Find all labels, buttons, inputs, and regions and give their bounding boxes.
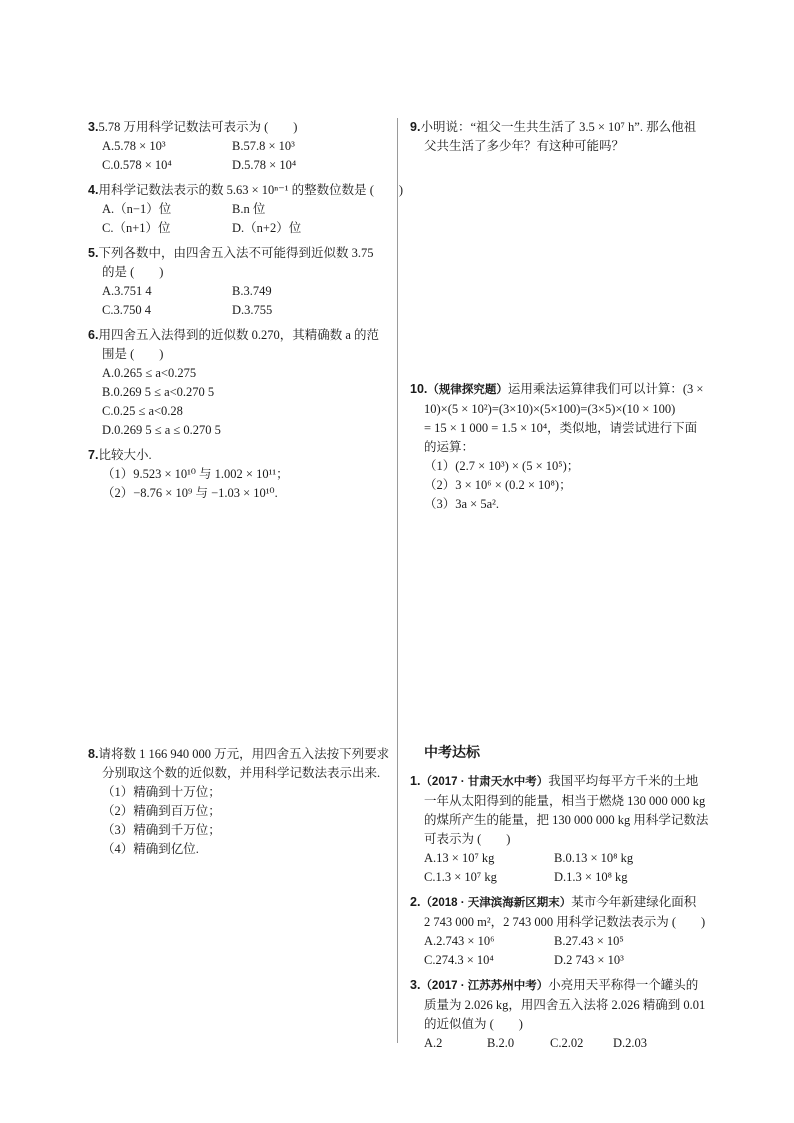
question-number: 9. (410, 120, 421, 134)
option-d[interactable]: D.3.755 (232, 303, 273, 317)
option-b[interactable]: B.n 位 (232, 202, 266, 216)
option-b[interactable]: B.27.43 × 10⁵ (554, 934, 624, 948)
option-d[interactable]: D.5.78 × 10⁴ (232, 158, 297, 172)
question-stem: 请将数 1 166 940 000 万元，用四舍五入法按下列要求 (98, 747, 390, 761)
question-stem-cont: 一年从太阳得到的能量，相当于燃烧 130 000 000 kg (424, 794, 706, 808)
answer-space (410, 162, 710, 380)
question-9 (410, 118, 710, 156)
option-b[interactable]: B.57.8 × 10³ (232, 139, 295, 153)
question-tag: （2017 · 江苏苏州中考） (420, 980, 549, 992)
question-10 (410, 380, 710, 514)
sub-question-2: （2）精确到百万位； (102, 804, 221, 818)
question-stem: 下列各数中，由四舍五入法不可能得到近似数 3.75 (98, 246, 374, 260)
sub-question-1: （1）精确到十万位； (102, 785, 221, 799)
question-number: 3. (88, 120, 99, 134)
option-c[interactable]: C.0.578 × 10⁴ (102, 158, 172, 172)
question-stem-cont: 围是 ( ) (102, 347, 164, 361)
question-stem-cont: 可表示为 ( ) (424, 832, 511, 846)
option-a[interactable]: A.13 × 10⁷ kg (424, 851, 495, 865)
sub-question-2: （2）−8.76 × 10⁹ 与 −1.03 × 10¹⁰. (102, 486, 278, 500)
question-stem-cont: 2 743 000 m²，2 743 000 用科学记数法表示为 ( ) (424, 915, 706, 929)
question-number: 7. (88, 448, 99, 462)
option-b[interactable]: B.0.13 × 10⁸ kg (554, 851, 634, 865)
question-4 (88, 181, 404, 238)
question-7 (88, 446, 388, 503)
option-c[interactable]: C.274.3 × 10⁴ (424, 953, 494, 967)
question-number: 4. (88, 183, 99, 197)
question-8 (88, 745, 388, 859)
option-c[interactable]: C.2.02 (550, 1036, 584, 1050)
question-stem-cont: 的近似值为 ( ) (424, 1017, 523, 1031)
question-stem: 我国平均每平方千米的土地 (548, 774, 699, 788)
option-c[interactable]: C.（n+1）位 (102, 221, 171, 235)
question-stem-cont: 的运算： (424, 440, 475, 454)
sub-question-2: （2）3 × 10⁶ × (0.2 × 10⁸)； (424, 478, 572, 492)
question-stem: 小亮用天平称得一个罐头的 (548, 978, 699, 992)
option-b[interactable]: B.0.269 5 ≤ a<0.270 5 (102, 385, 215, 399)
question-stem-cont: 分别取这个数的近似数，并用科学记数法表示出来. (102, 766, 381, 780)
sub-question-3: （3）3a × 5a². (424, 497, 500, 511)
question-stem-cont: 10)×(5 × 10²)=(3×10)×(5×100)=(3×5)×(10 × 100) (424, 402, 676, 416)
question-tag: （2018 · 天津滨海新区期末） (420, 897, 572, 909)
exam-question-1 (410, 772, 710, 887)
question-stem: 小明说：“祖父一生共生活了 3.5 × 10⁷ h”. 那么他祖 (420, 120, 697, 134)
question-number: 5. (88, 246, 99, 260)
option-b[interactable]: B.2.0 (487, 1036, 515, 1050)
question-stem-cont: = 15 × 1 000 = 1.5 × 10⁴，类似地，请尝试进行下面 (424, 421, 698, 435)
answer-space (410, 520, 710, 742)
question-stem: 用科学记数法表示的数 5.63 × 10ⁿ⁻¹ 的整数位数是 ( ) (98, 183, 404, 197)
option-d[interactable]: D.（n+2）位 (232, 221, 302, 235)
question-stem: 5.78 万用科学记数法可表示为 ( ) (98, 120, 298, 134)
question-stem: 某市今年新建绿化面积 (571, 895, 697, 909)
question-number: 3. (410, 978, 421, 992)
sub-question-1: （1）9.523 × 10¹⁰ 与 1.002 × 10¹¹； (102, 467, 289, 481)
question-stem-cont: 质量为 2.026 kg，用四舍五入法将 2.026 精确到 0.01 (424, 998, 706, 1012)
right-column (410, 118, 710, 1059)
left-column (88, 118, 404, 865)
question-number: 6. (88, 328, 99, 342)
option-c[interactable]: C.3.750 4 (102, 303, 151, 317)
question-number: 10. (410, 382, 428, 396)
question-tag: （规律探究题） (427, 384, 508, 396)
question-number: 1. (410, 774, 421, 788)
question-stem: 用四舍五入法得到的近似数 0.270，其精确数 a 的范 (98, 328, 379, 342)
option-a[interactable]: A.0.265 ≤ a<0.275 (102, 366, 197, 380)
question-5 (88, 244, 388, 320)
question-stem: 比较大小. (98, 448, 152, 462)
option-d[interactable]: D.2 743 × 10³ (554, 953, 624, 967)
question-stem-cont: 的煤所产生的能量，把 130 000 000 kg 用科学记数法 (424, 813, 709, 827)
question-number: 2. (410, 895, 421, 909)
sub-question-4: （4）精确到亿位. (102, 842, 199, 856)
question-stem: 运用乘法运算律我们可以计算：(3 × (507, 382, 704, 396)
option-d[interactable]: D.0.269 5 ≤ a ≤ 0.270 5 (102, 423, 221, 437)
option-d[interactable]: D.2.03 (613, 1036, 648, 1050)
question-stem-cont: 父共生活了多少年？有这种可能吗？ (424, 139, 625, 153)
option-a[interactable]: A.3.751 4 (102, 284, 152, 298)
sub-question-3: （3）精确到千万位； (102, 823, 221, 837)
exam-question-2 (410, 893, 710, 970)
answer-space (88, 509, 388, 745)
question-number: 8. (88, 747, 99, 761)
exam-question-3 (410, 976, 710, 1053)
question-3 (88, 118, 388, 175)
sub-question-1: （1）(2.7 × 10³) × (5 × 10⁵)； (424, 459, 580, 473)
option-a[interactable]: A.2 (424, 1036, 443, 1050)
section-title: 中考达标 (424, 744, 480, 760)
question-stem-cont: 的是 ( ) (102, 265, 164, 279)
option-b[interactable]: B.3.749 (232, 284, 272, 298)
option-a[interactable]: A.2.743 × 10⁶ (424, 934, 495, 948)
column-divider (397, 118, 398, 1043)
option-a[interactable]: A.（n−1）位 (102, 202, 172, 216)
option-d[interactable]: D.1.3 × 10⁸ kg (554, 870, 628, 884)
option-c[interactable]: C.1.3 × 10⁷ kg (424, 870, 497, 884)
question-6 (88, 326, 388, 440)
option-c[interactable]: C.0.25 ≤ a<0.28 (102, 404, 183, 418)
question-tag: （2017 · 甘肃天水中考） (420, 776, 549, 788)
option-a[interactable]: A.5.78 × 10³ (102, 139, 166, 153)
